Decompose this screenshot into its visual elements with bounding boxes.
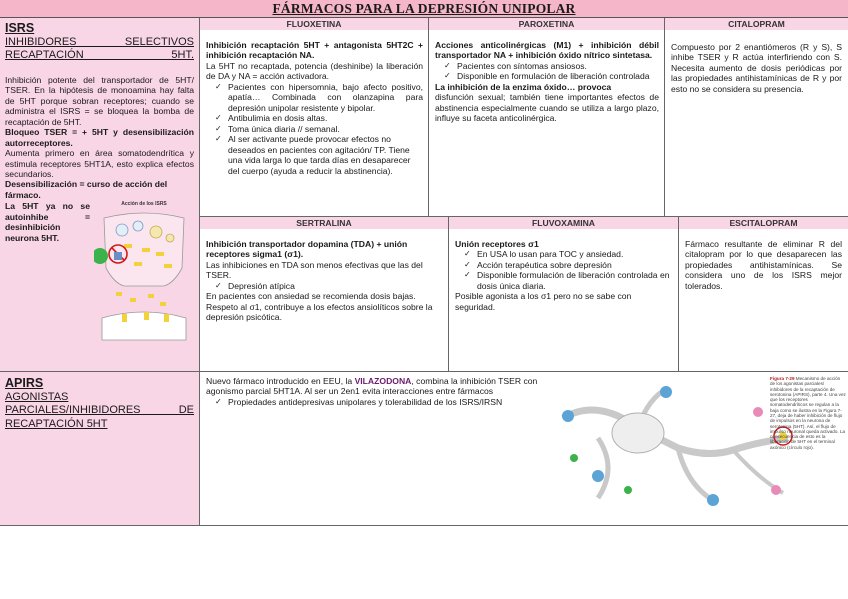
- fluoxetina-cell: [200, 30, 429, 216]
- apirs-subtitle: AGONISTAS PARCIALES/INHIBIDORES DE RECAPTACIÓN 5HT: [5, 391, 194, 430]
- header-fluoxetina: FLUOXETINA: [200, 18, 429, 30]
- apirs-figure-caption-text: Mecanismo de acción de los agonistas parciales/ inhibidores de la recaptación de serotonina (APIRS), parte 4. Una vez que los receptores somatodendríticos se regulan a la baja como se ilustra en la Figura 7-27, deja de haber inhibición de flujo de impulsos en la neurona de serotonina (5HT). Así, el flujo de impulso neuronal queda activado. La consecuencia de esto es la liberación de 5HT en el terminal axónico (círculo rojo).: [770, 376, 846, 450]
- isrs-desens: Desensibilización = curso de acción del fármaco.: [5, 179, 168, 200]
- fluvoxamina-lead: Unión receptores σ1: [455, 239, 539, 249]
- header-paroxetina: PAROXETINA: [429, 18, 665, 30]
- apirs-bullets: [206, 397, 547, 407]
- header-fluvoxamina: FLUVOXAMINA: [449, 216, 679, 229]
- isrs-neuron-illustration: [94, 208, 194, 348]
- paroxetina-lead: Acciones anticolinérgicas (M1) + inhibición débil transportador NA + inhibición óxido nítrico sintetasa.: [435, 40, 659, 61]
- isrs-final: La 5HT ya no se autoinhibe = desinhibición neurona 5HT.: [5, 201, 90, 243]
- apirs-section: [0, 372, 200, 526]
- paroxetina-cell: [429, 30, 665, 216]
- apirs-title: APIRS: [5, 376, 44, 390]
- fluvoxamina-bullet: ✓ En USA lo usan para TOC y ansiedad.: [455, 249, 673, 259]
- header-escitalopram: ESCITALOPRAM: [679, 216, 848, 229]
- fluvoxamina-text: Posible agonista a los σ1 pero no se sabe con seguridad.: [455, 291, 632, 312]
- apirs-bullet: ✓ Propiedades antidepresivas unipolares y tolerabilidad de los ISRS/IRSN: [206, 397, 547, 407]
- sertralina-bullet: ✓ Depresión atípica: [206, 281, 443, 291]
- apirs-figure-caption: [770, 376, 846, 450]
- apirs-figure-caption-title: Figura 7-29: [770, 376, 795, 381]
- page-title: FÁRMACOS PARA LA DEPRESIÓN UNIPOLAR: [0, 0, 848, 18]
- apirs-text-pre: Nuevo fármaco introducido en EEU, la: [206, 376, 355, 386]
- isrs-title: ISRS: [5, 21, 35, 35]
- apirs-content: [200, 372, 848, 526]
- isrs-subtitle: INHIBIDORES SELECTIVOS RECAPTACIÓN 5HT.: [5, 36, 194, 62]
- paroxetina-bullets: [435, 61, 659, 82]
- isrs-figure: [94, 201, 194, 351]
- citalopram-text: Compuesto por 2 enantiómeros (R y S), S inhibe TSER y R actúa interfiriendo con S. Necesita aumento de dosis periódicas por las propiedades antihistamínicas de R y por esto no se considera su presencia.: [671, 42, 842, 94]
- apirs-neuron-illustration: [558, 378, 798, 518]
- apirs-figure: [558, 378, 798, 518]
- fluoxetina-bullets: [206, 82, 423, 176]
- header-citalopram: CITALOPRAM: [665, 18, 848, 30]
- isrs-bloqueo: Bloqueo TSER = + 5HT y desensibilización autorreceptores.: [5, 127, 194, 148]
- sertralina-text3: Respeto al σ1, contribuye a los efectos ansiolíticos sobre la depresión psicótica.: [206, 301, 433, 323]
- paroxetina-lead2: La inhibición de la enzima óxido… provoca: [435, 81, 612, 92]
- sertralina-cell: [200, 229, 449, 372]
- fluvoxamina-cell: [449, 229, 679, 372]
- fluoxetina-text1: La 5HT no recaptada, potencia (deshinibe) la liberación de DA y NA = acción activadora.: [206, 60, 423, 82]
- isrs-section: [0, 18, 200, 372]
- fluoxetina-lead: Inhibición recaptación 5HT + antagonista 5HT2C + inhibición recaptación NA.: [206, 40, 423, 61]
- sertralina-text1: Las inhibiciones en TDA son menos efectivas que las del TSER.: [206, 259, 423, 281]
- fluvoxamina-bullets: [455, 249, 673, 291]
- apirs-drug: VILAZODONA: [354, 376, 412, 386]
- sertralina-bullets: [206, 281, 443, 291]
- fluvoxamina-bullet: ✓ Disponible formulación de liberación controlada en dosis única diaria.: [455, 270, 673, 291]
- sertralina-lead: Inhibición transportador dopamina (TDA) + unión receptores sigma1 (σ1).: [206, 239, 408, 260]
- paroxetina-text: disfunción sexual; también tiene importantes efectos de abstinencia especialmente cuando se utiliza a largo plazo, influye su faceta anticolinérgica.: [435, 92, 659, 124]
- isrs-figure-label: Acción de los ISRS: [121, 201, 167, 208]
- isrs-para2: Aumenta primero en área somatodendrítica y estimula receptores 5HT1A, esto explica efectos secundarios.: [5, 148, 194, 179]
- paroxetina-bullet: ✓ Disponible en formulación de liberación controlada: [435, 71, 659, 81]
- isrs-para1: Inhibición potente del transportador de 5HT/ TSER. En la hipótesis de monoamina hay falta de 5HT porque sobran receptores; cuando se administra el ISRS = se bloquea la bomba de recaptación de 5HT.: [5, 74, 194, 127]
- fluoxetina-bullet: ✓ Pacientes con hipersomnia, bajo afecto positivo, apatía… Combinada con olanzapina para depresión unipolar resistente y bipolar.: [206, 82, 423, 113]
- apirs-text: [206, 376, 547, 397]
- escitalopram-text: Fármaco resultante de eliminar R del citalopram por lo que desaparecen las propiedades antihistamínicas. Se considera uno de los ISRS mejor tolerados.: [685, 239, 842, 291]
- fluvoxamina-bullet: ✓ Acción terapéutica sobre depresión: [455, 260, 673, 270]
- sertralina-text2: En pacientes con ansiedad se recomienda dosis bajas.: [206, 291, 416, 302]
- paroxetina-bullet: ✓ Pacientes con síntomas ansiosos.: [435, 61, 659, 71]
- fluoxetina-bullet: ✓ Toma única diaria // semanal.: [206, 124, 423, 134]
- fluoxetina-bullet: ✓ Al ser activante puede provocar efectos no deseados en pacientes con agitación/ TP. Tiene una vida larga lo que tarda días en desaparecer del cuerpo (ayuda a reducir la abstinencia).: [206, 134, 423, 176]
- fluoxetina-bullet: ✓ Antibulimia en dosis altas.: [206, 113, 423, 123]
- escitalopram-cell: [679, 229, 848, 372]
- header-sertralina: SERTRALINA: [200, 216, 449, 229]
- citalopram-cell: [665, 30, 848, 216]
- apirs-text-post: , combina la inhibición TSER con agonismo parcial 5HT1A. Al ser un 2en1 evita interacciones entre fármacos: [206, 376, 538, 397]
